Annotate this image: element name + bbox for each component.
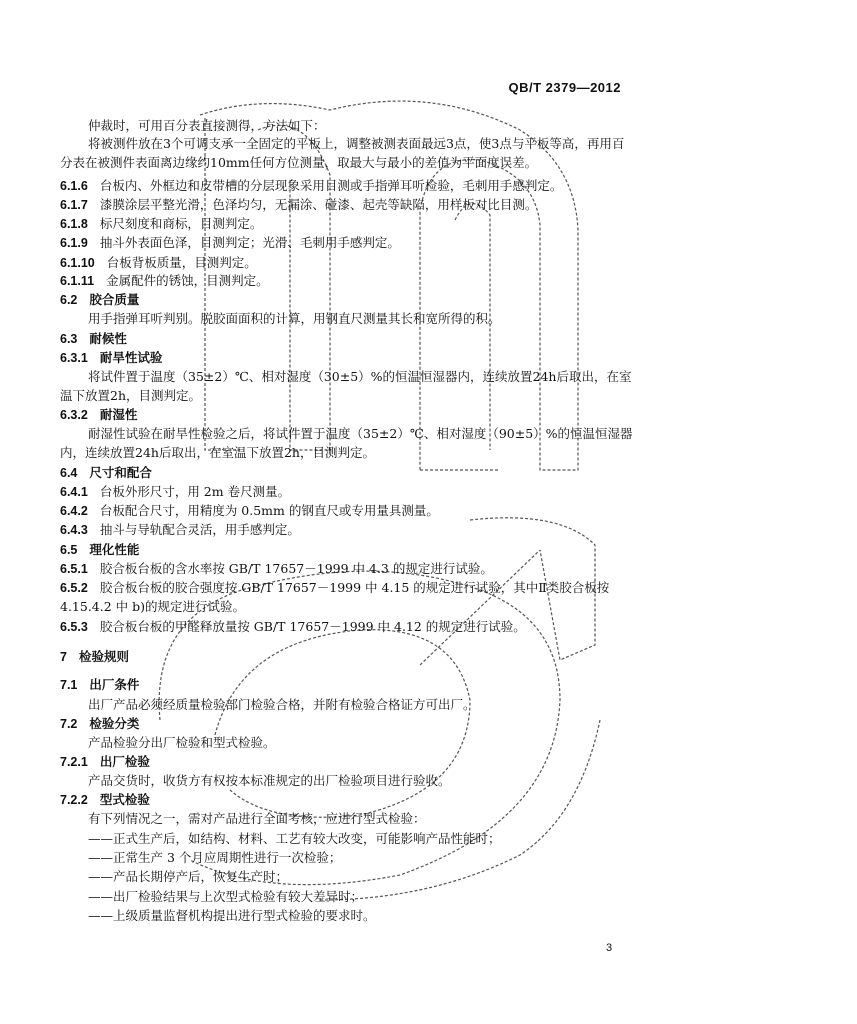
line-text: 胶合板台板的胶合强度按 GB/T 17657－1999 中 4.15 的规定进行试验，其中Ⅱ类胶合板按 bbox=[99, 580, 610, 595]
text-line bbox=[88, 136, 624, 152]
text-line bbox=[88, 869, 288, 885]
section-line bbox=[60, 677, 139, 693]
text-line bbox=[88, 697, 476, 713]
line-text: 漆膜涂层平整光滑，色泽均匀，无漏涂、碰漆、起壳等缺陷，用样板对比目测。 bbox=[99, 197, 538, 212]
text-line bbox=[88, 311, 501, 327]
text-line bbox=[88, 118, 326, 134]
section-heading: 耐旱性试验 bbox=[99, 350, 163, 365]
text-line bbox=[88, 773, 451, 789]
section-line bbox=[60, 216, 262, 232]
line-text: 出厂产品必须经质量检验部门检验合格，并附有检验合格证方可出厂。 bbox=[88, 697, 476, 712]
line-text: 台板配合尺寸，用精度为 0.5mm 的钢直尺或专用量具测量。 bbox=[99, 503, 439, 518]
line-text: 抽斗与导轨配合灵活，用手感判定。 bbox=[99, 522, 300, 537]
section-number: 6.1.6 bbox=[60, 179, 88, 193]
section-line bbox=[60, 407, 137, 423]
text-line bbox=[88, 735, 276, 751]
line-text: ——出厂检验结果与上次型式检验有较大差异时； bbox=[88, 889, 364, 904]
standard-number-header: QB/T 2379—2012 bbox=[508, 80, 621, 95]
section-line bbox=[60, 273, 269, 289]
section-line bbox=[60, 649, 129, 665]
section-number: 6.4.2 bbox=[60, 504, 88, 518]
section-heading: 出厂检验 bbox=[99, 754, 150, 769]
line-text: 胶合板台板的甲醛释放量按 GB/T 17657－1999 中 4.12 的规定进行试验。 bbox=[99, 619, 526, 634]
line-text: 耐湿性试验在耐旱性检验之后，将试件置于温度（35±2）℃、相对湿度（90±5）%的恒温恒湿器 bbox=[88, 426, 633, 441]
section-line bbox=[60, 350, 162, 366]
section-line bbox=[60, 522, 300, 538]
section-line bbox=[60, 561, 493, 577]
line-text: 温下放置2h，目测判定。 bbox=[60, 388, 202, 403]
page-number: 3 bbox=[606, 942, 613, 954]
section-line bbox=[60, 331, 127, 347]
section-number: 6.4.1 bbox=[60, 485, 88, 499]
line-text: ——产品长期停产后，恢复生产时； bbox=[88, 869, 289, 884]
section-heading: 尺寸和配合 bbox=[89, 465, 152, 480]
line-text: 有下列情况之一，需对产品进行全面考核，应进行型式检验： bbox=[88, 811, 426, 826]
line-text: 金属配件的锈蚀，目测判定。 bbox=[106, 273, 269, 288]
section-line bbox=[60, 580, 609, 596]
text-line bbox=[60, 445, 375, 461]
section-line bbox=[60, 542, 139, 558]
section-number: 6.1.11 bbox=[60, 274, 95, 288]
text-line bbox=[60, 388, 201, 404]
section-line bbox=[60, 292, 139, 308]
section-heading: 检验规则 bbox=[78, 649, 129, 664]
section-number: 6.5.3 bbox=[60, 620, 88, 634]
section-number: 6.1.8 bbox=[60, 217, 88, 231]
line-text: 将被测件放在3个可调支承一全固定的平板上，调整被测表面最远3点，使3点与平板等高，再用百 bbox=[88, 136, 625, 151]
section-line bbox=[60, 235, 400, 251]
line-text: 用手指弹耳听判别。脱胶面面积的计算，用钢直尺测量其长和宽所得的积。 bbox=[88, 311, 501, 326]
section-number: 7.2.1 bbox=[60, 755, 88, 769]
text-line bbox=[88, 908, 376, 924]
section-number: 6.5 bbox=[60, 543, 78, 557]
line-text: ——正常生产 3 个月应周期性进行一次检验； bbox=[88, 850, 342, 865]
text-line bbox=[88, 426, 633, 442]
section-heading: 理化性能 bbox=[89, 542, 140, 557]
section-number: 6.1.7 bbox=[60, 198, 88, 212]
text-line bbox=[88, 831, 501, 847]
text-line bbox=[88, 889, 363, 905]
section-number: 7.2.2 bbox=[60, 793, 88, 807]
section-number: 6.3.2 bbox=[60, 408, 88, 422]
line-text: 台板背板质量，目测判定。 bbox=[106, 255, 257, 270]
text-line bbox=[88, 369, 631, 385]
section-number: 6.5.2 bbox=[60, 581, 88, 595]
line-text: 抽斗外表面色泽，目测判定；光滑、毛刺用手感判定。 bbox=[99, 235, 400, 250]
section-line bbox=[60, 503, 439, 519]
section-number: 7.1 bbox=[60, 678, 78, 692]
section-line bbox=[60, 465, 152, 481]
line-text: 内，连续放置24h后取出，在室温下放置2h，目测判定。 bbox=[60, 445, 375, 460]
section-number: 6.5.1 bbox=[60, 562, 88, 576]
line-text: 4.15.4.2 中 b)的规定进行试验。 bbox=[60, 599, 246, 614]
section-line bbox=[60, 178, 562, 194]
section-number: 6.3 bbox=[60, 332, 78, 346]
text-line bbox=[60, 155, 537, 171]
line-text: 产品交货时，收货方有权按本标准规定的出厂检验项目进行验收。 bbox=[88, 773, 451, 788]
line-text: 分表在被测件表面离边缘约10mm任何方位测量，取最大与最小的差值为平面度误差。 bbox=[60, 155, 538, 170]
section-heading: 检验分类 bbox=[89, 716, 140, 731]
section-heading: 胶合质量 bbox=[89, 292, 140, 307]
text-line bbox=[88, 811, 426, 827]
text-line bbox=[60, 599, 245, 615]
line-text: 产品检验分出厂检验和型式检验。 bbox=[88, 735, 276, 750]
section-number: 6.1.10 bbox=[60, 256, 95, 270]
section-number: 7 bbox=[60, 650, 67, 664]
section-heading: 耐湿性 bbox=[99, 407, 138, 422]
line-text: 将试件置于温度（35±2）℃、相对湿度（30±5）%的恒温恒湿器内，连续放置24h后取出，在室 bbox=[88, 369, 632, 384]
text-line bbox=[88, 850, 341, 866]
line-text: 台板内、外框边和皮带槽的分层现象采用目测或手指弹耳听检验，毛刺用手感判定。 bbox=[99, 178, 563, 193]
section-line bbox=[60, 484, 290, 500]
section-heading: 出厂条件 bbox=[89, 677, 140, 692]
section-number: 6.4.3 bbox=[60, 523, 88, 537]
line-text: ——正式生产后，如结构、材料、工艺有较大改变，可能影响产品性能时； bbox=[88, 831, 501, 846]
section-line bbox=[60, 792, 150, 808]
line-text: 标尺刻度和商标，目测判定。 bbox=[99, 216, 263, 231]
section-number: 6.3.1 bbox=[60, 351, 88, 365]
section-number: 6.1.9 bbox=[60, 236, 88, 250]
section-heading: 型式检验 bbox=[99, 792, 150, 807]
line-text: ——上级质量监督机构提出进行型式检验的要求时。 bbox=[88, 908, 376, 923]
section-line bbox=[60, 197, 537, 213]
section-line bbox=[60, 754, 150, 770]
section-line bbox=[60, 716, 139, 732]
line-text: 胶合板台板的含水率按 GB/T 17657－1999 中 4.3 的规定进行试验。 bbox=[99, 561, 493, 576]
section-number: 6.2 bbox=[60, 293, 78, 307]
section-line bbox=[60, 255, 257, 271]
section-number: 7.2 bbox=[60, 717, 78, 731]
line-text: 台板外形尺寸，用 2m 卷尺测量。 bbox=[99, 484, 291, 499]
line-text: 仲裁时，可用百分表直接测得，方法如下： bbox=[88, 118, 326, 133]
section-heading: 耐候性 bbox=[89, 331, 127, 346]
section-line bbox=[60, 619, 526, 635]
section-number: 6.4 bbox=[60, 466, 78, 480]
